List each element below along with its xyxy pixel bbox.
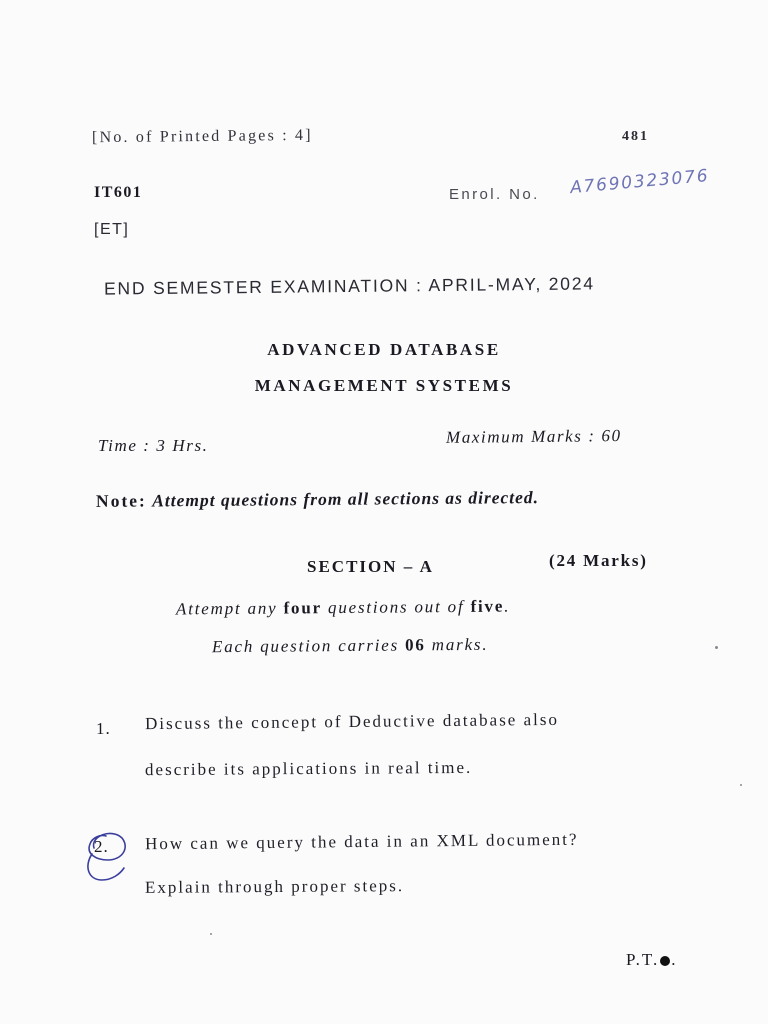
instr1-bold-five: five [470, 596, 505, 616]
instr2-pre: Each question carries [211, 635, 400, 657]
et-tag: [ET] [94, 221, 130, 238]
question-text-line: Discuss the concept of Deductive database also [144, 709, 560, 734]
exam-time: Time : 3 Hrs. [98, 436, 209, 455]
question-number: 2. [94, 837, 109, 856]
instr1-end: . [504, 596, 511, 616]
paper-speck [740, 784, 742, 786]
enrol-number-handwritten: A7690323076 [569, 165, 711, 199]
instr2-bold-marks: 06 [404, 635, 426, 655]
course-code: IT601 [94, 184, 143, 201]
note [96, 487, 539, 512]
enrol-label: Enrol. No. [449, 186, 540, 203]
paper-speck [210, 933, 212, 935]
instr1-mid: questions out of [327, 596, 465, 618]
section-title: SECTION – A [307, 557, 434, 576]
pto-text: P.T. [626, 950, 660, 969]
section-instruction-1 [176, 597, 510, 620]
ink-dot-mark [660, 956, 670, 966]
maximum-marks: Maximum Marks : 60 [445, 426, 622, 447]
handwritten-circle-mark [82, 826, 132, 884]
paper-speck [715, 646, 718, 649]
note-text: Attempt questions from all sections as directed. [152, 487, 540, 511]
note-label: Note: [95, 490, 147, 511]
subject-title-line2: MANAGEMENT SYSTEMS [254, 376, 514, 395]
question-number: 1. [96, 719, 111, 738]
question-text-line: describe its applications in real time. [144, 757, 473, 780]
instr1-pre: Attempt any [175, 598, 278, 619]
pto-footer [626, 950, 677, 970]
instr1-bold-four: four [283, 598, 323, 618]
paper-code: 481 [622, 129, 649, 144]
question-text-line: How can we query the data in an XML document? [144, 829, 579, 854]
printed-pages-note: [No. of Printed Pages : 4] [91, 126, 313, 147]
section-marks: (24 Marks) [549, 551, 648, 570]
subject-title-line1: ADVANCED DATABASE [267, 340, 501, 359]
section-instruction-2 [212, 635, 489, 657]
pto-period: . [671, 950, 678, 969]
instr2-end: marks. [431, 634, 489, 655]
exam-title: END SEMESTER EXAMINATION : APRIL-MAY, 2024 [103, 273, 595, 299]
question-text-line: Explain through proper steps. [144, 876, 405, 897]
